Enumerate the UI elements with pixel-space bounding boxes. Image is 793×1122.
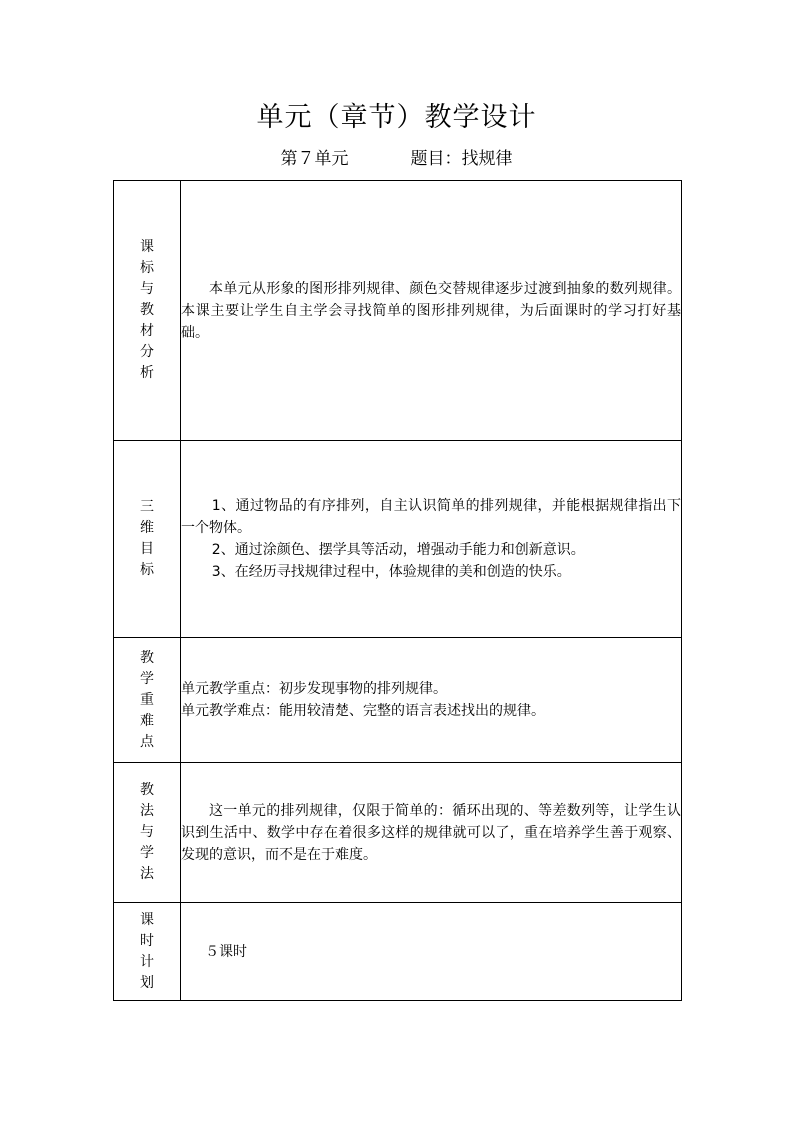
key-focus-text: 单元教学重点：初步发现事物的排列规律。 xyxy=(181,681,447,697)
goal-item: 3、在经历寻找规律过程中，体验规律的美和创造的快乐。 xyxy=(211,564,571,580)
schedule-text: ５课时 xyxy=(205,943,247,960)
row-label-goals xyxy=(114,441,181,638)
page-title: 单元（章节）教学设计 xyxy=(256,102,537,133)
analysis-content xyxy=(181,181,682,441)
lesson-topic: 题目：找规律 xyxy=(410,149,513,169)
row-label-keypoints xyxy=(114,638,181,763)
row-label-methods xyxy=(114,763,181,903)
methods-text: 这一单元的排列规律，仅限于简单的：循环出现的、等差数列等，让学生认识到生活中、数学中存在着很多这样的规律就可以了，重在培养学生善于观察、发现的意识，而不是在于难度。 xyxy=(181,802,681,863)
row-label-text: 教法与学法 xyxy=(140,782,154,882)
row-label-analysis xyxy=(114,181,181,441)
goals-content xyxy=(181,441,682,638)
row-label-text: 课标与教材分析 xyxy=(140,239,154,381)
goal-item: 2、通过涂颜色、摆学具等活动，增强动手能力和创新意识。 xyxy=(211,542,585,558)
row-label-text: 课时计划 xyxy=(140,911,154,991)
table-row xyxy=(114,763,682,903)
unit-number: 第７单元 xyxy=(280,149,349,169)
table-row xyxy=(114,181,682,441)
keypoints-content xyxy=(181,638,682,763)
key-difficulty-text: 单元教学难点：能用较清楚、完整的语言表述找出的规律。 xyxy=(181,703,545,719)
table-row xyxy=(114,441,682,638)
table-row xyxy=(114,903,682,1001)
lesson-plan-table xyxy=(113,180,682,1001)
methods-content xyxy=(181,763,682,903)
subtitle xyxy=(0,147,793,171)
goal-item: 1、通过物品的有序排列，自主认识简单的排列规律，并能根据规律指出下一个物体。 xyxy=(181,498,681,536)
schedule-content xyxy=(181,903,682,1001)
analysis-text: 本单元从形象的图形排列规律、颜色交替规律逐步过渡到抽象的数列规律。本课主要让学生自主学会寻找简单的图形排列规律，为后面课时的学习打好基础。 xyxy=(181,280,681,341)
row-label-schedule xyxy=(114,903,181,1001)
table-row xyxy=(114,638,682,763)
row-label-text: 三维目标 xyxy=(140,499,154,578)
row-label-text: 教学重难点 xyxy=(140,649,154,750)
